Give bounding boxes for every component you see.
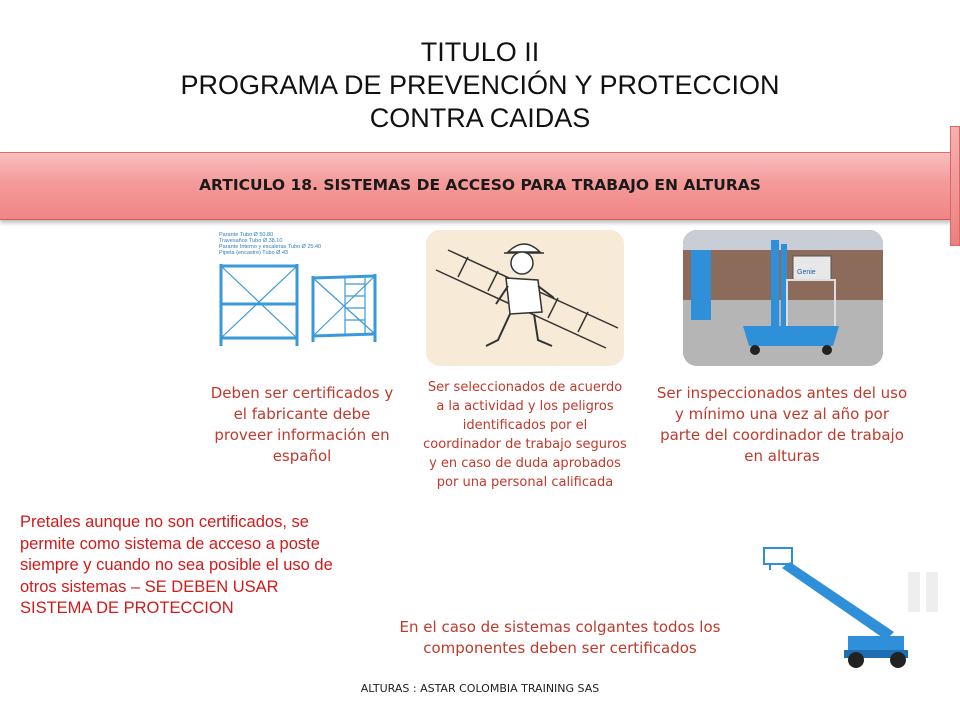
scaffold-label-3: Parante Interno y escaleras Tubo Ø 25.40 bbox=[219, 244, 322, 250]
scaffold-label-4: Pipeta (encastre) Tubo Ø 43 bbox=[219, 250, 289, 256]
lift-caption: Ser inspeccionados antes del uso y mínimo una vez al año por parte del coordinador de trabajo en alturas bbox=[656, 384, 908, 465]
ladder-caption: Ser seleccionados de acuerdo a la actividad y los peligros identificados por el coordinador de trabajo seguros y en caso de duda aprobados por una personal calificada bbox=[423, 380, 627, 490]
pretales-note: Pretales aunque no son certificados, se permite como sistema de acceso a poste siempre y cuando no sea posible el uso de otros sistemas – SE DEBEN USAR SISTEMA DE PROTECCION bbox=[20, 513, 333, 617]
ladder-worker-image bbox=[426, 230, 624, 366]
scaffold-image bbox=[205, 226, 381, 356]
article-heading: ARTICULO 18. SISTEMAS DE ACCESO PARA TRABAJO EN ALTURAS bbox=[199, 176, 761, 194]
scaffold-label-1: Parante Tubo Ø 50.80 bbox=[219, 232, 274, 238]
colgantes-note: En el caso de sistemas colgantes todos los componentes deben ser certificados bbox=[399, 618, 721, 657]
title-line-2: PROGRAMA DE PREVENCIÓN Y PROTECCION bbox=[180, 70, 780, 100]
slide-title bbox=[0, 36, 960, 135]
title-line-3: CONTRA CAIDAS bbox=[369, 103, 591, 133]
title-line-1: TITULO II bbox=[420, 37, 540, 67]
vertical-lift-image bbox=[683, 230, 883, 366]
lift-brand-label: Genie bbox=[797, 269, 816, 276]
scaffold-caption: Deben ser certificados y el fabricante debe proveer información en español bbox=[210, 384, 394, 465]
boom-lift-image bbox=[758, 540, 954, 670]
footer-text: ALTURAS : ASTAR COLOMBIA TRAINING SAS bbox=[360, 682, 600, 695]
scaffold-label-2: Travesaños Tubo Ø 38.10 bbox=[219, 238, 283, 244]
